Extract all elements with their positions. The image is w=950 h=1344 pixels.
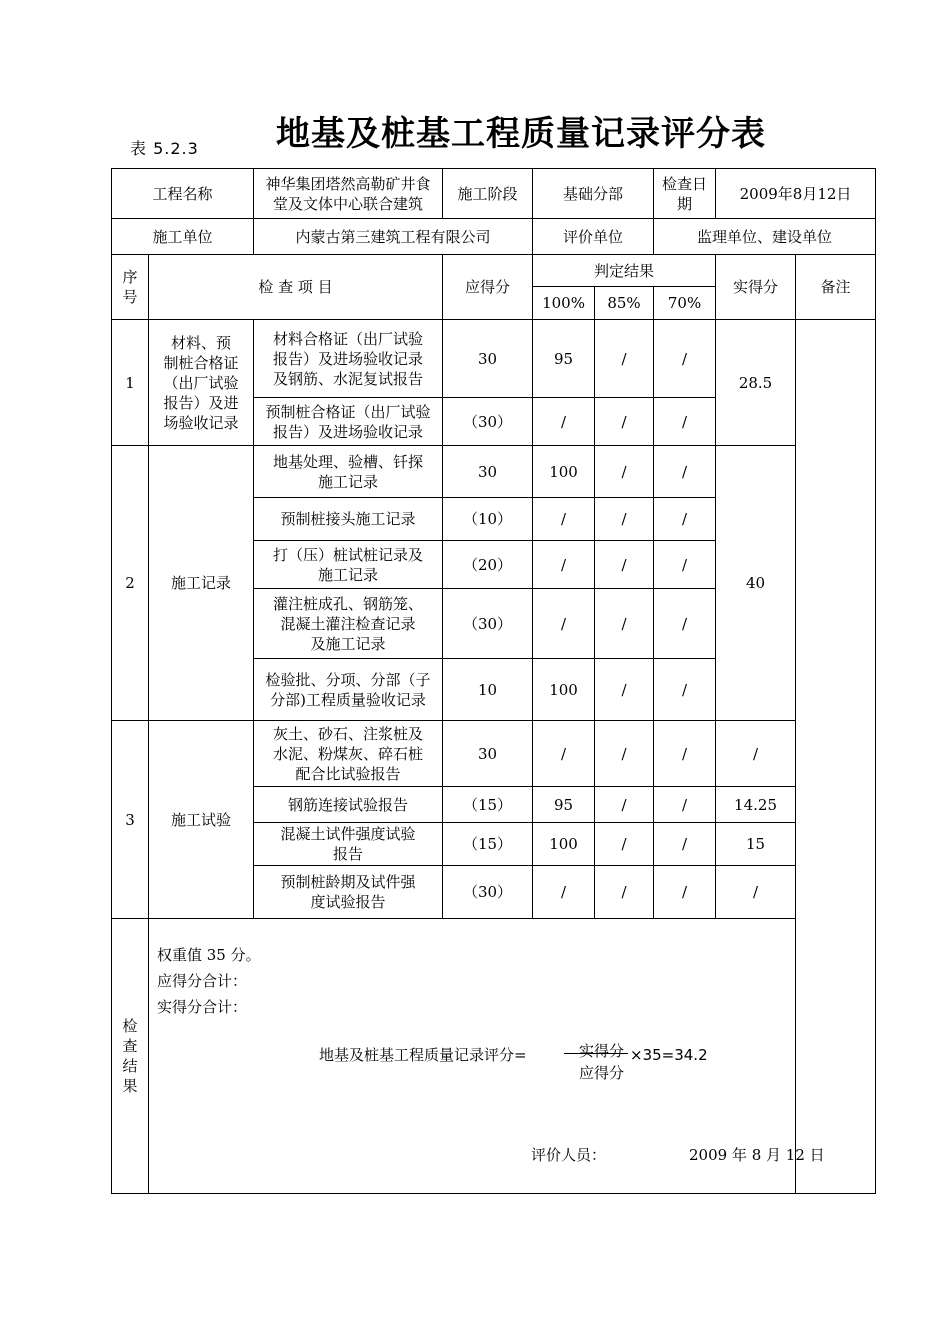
result-label: [112, 919, 149, 1194]
group-name: 施工记录: [149, 446, 254, 721]
builder-label: 施工单位: [112, 219, 254, 255]
actual-score: /: [716, 721, 796, 787]
group-name: 施工试验: [149, 721, 254, 919]
result-content: [149, 919, 876, 1194]
project-name-value: [254, 169, 443, 219]
percent-100-header: 100%: [533, 287, 595, 320]
due-score: （15）: [443, 787, 533, 823]
result-label-char: 检: [122, 1017, 138, 1035]
score-70: /: [654, 823, 716, 866]
score-100: 100: [533, 446, 595, 498]
item-line: 钢筋连接试验报告: [288, 795, 409, 814]
score-85: /: [595, 787, 654, 823]
score-100: /: [533, 541, 595, 589]
item-line: 度试验报告: [310, 893, 386, 911]
formula-label: 地基及桩基工程质量记录评分=: [319, 1046, 527, 1064]
check-date-value: 2009年8月12日: [716, 169, 876, 219]
group-number: 2: [112, 446, 149, 721]
item-name: [254, 398, 443, 446]
item-line: 材料合格证（出厂试验: [273, 329, 424, 348]
table-row: [112, 446, 876, 498]
item-line: 灰土、砂石、注浆桩及: [273, 724, 424, 743]
item-line: 预制桩接头施工记录: [280, 510, 416, 528]
items-header: 检 查 项 目: [149, 255, 443, 320]
group-name-line: 场验收记录: [163, 413, 239, 432]
table-number: 表 5.2.3: [130, 139, 199, 158]
score-table: [111, 168, 876, 1194]
group-name-line: 材料、预: [171, 333, 232, 352]
score-70: /: [654, 659, 716, 721]
item-name: [254, 787, 443, 823]
percent-85-header: 85%: [595, 287, 654, 320]
score-100: /: [533, 498, 595, 541]
evaluator-label: 评价人员：: [531, 1146, 607, 1164]
project-name-line: 堂及文体中心联合建筑: [273, 194, 424, 213]
item-name: [254, 320, 443, 398]
item-name: [254, 823, 443, 866]
seq-header-char: 序: [122, 268, 138, 286]
page-title: 地基及桩基工程质量记录评分表: [276, 114, 766, 154]
due-score: 30: [443, 320, 533, 398]
group-name-line: 报告）及进: [163, 393, 239, 412]
result-row: [112, 919, 876, 1194]
score-70: /: [654, 589, 716, 659]
builder-info-row: [112, 219, 876, 255]
score-85: /: [595, 446, 654, 498]
item-name: [254, 721, 443, 787]
due-score: （10）: [443, 498, 533, 541]
score-100: /: [533, 866, 595, 919]
group-number: 1: [112, 320, 149, 446]
due-score-header: 应得分: [443, 255, 533, 320]
item-line: 地基处理、验槽、钎探: [273, 452, 424, 471]
item-name: [254, 866, 443, 919]
stage-label: 施工阶段: [443, 169, 533, 219]
score-85: /: [595, 320, 654, 398]
item-line: 报告: [333, 845, 364, 863]
percent-70-header: 70%: [654, 287, 716, 320]
item-line: 施工记录: [318, 565, 379, 584]
item-line: 预制桩合格证（出厂试验: [265, 402, 431, 421]
item-line: 及钢筋、水泥复试报告: [273, 369, 424, 388]
score-85: /: [595, 541, 654, 589]
score-100: 95: [533, 320, 595, 398]
table-row: [112, 320, 876, 398]
evaluator-label: 评价单位: [533, 219, 654, 255]
item-line: 预制桩龄期及试件强: [280, 873, 416, 891]
project-name-label: 工程名称: [112, 169, 254, 219]
score-70: /: [654, 787, 716, 823]
score-100: 100: [533, 659, 595, 721]
result-label-char: 果: [122, 1077, 138, 1095]
item-line: 配合比试验报告: [295, 764, 401, 783]
actual-total-text: 实得分合计：: [157, 998, 248, 1016]
fraction-denominator: 应得分: [579, 1064, 625, 1082]
due-score: 30: [443, 721, 533, 787]
formula-tail: ×35=34.2: [630, 1046, 708, 1064]
seq-header: [112, 255, 149, 320]
actual-score-header: 实得分: [716, 255, 796, 320]
actual-score: 15: [716, 823, 796, 866]
actual-score: 40: [716, 446, 796, 721]
actual-score: 28.5: [716, 320, 796, 446]
evaluation-date: 2009 年 8 月 12 日: [689, 1146, 825, 1164]
item-name: [254, 659, 443, 721]
fraction-numerator: 实得分: [579, 1042, 625, 1060]
score-85: /: [595, 498, 654, 541]
item-line: 报告）及进场验收记录: [273, 422, 424, 441]
item-line: 及施工记录: [310, 634, 386, 653]
judgement-header: 判定结果: [533, 255, 716, 287]
table-row: [112, 721, 876, 787]
due-score: 10: [443, 659, 533, 721]
score-70: /: [654, 541, 716, 589]
stage-value: 基础分部: [533, 169, 654, 219]
result-label-char: 结: [122, 1057, 138, 1075]
score-70: /: [654, 498, 716, 541]
score-85: /: [595, 398, 654, 446]
score-100: /: [533, 721, 595, 787]
score-85: /: [595, 721, 654, 787]
due-total-text: 应得分合计：: [157, 972, 248, 990]
group-number: 3: [112, 721, 149, 919]
item-line: 报告）及进场验收记录: [273, 349, 424, 368]
item-line: 施工记录: [318, 472, 379, 491]
score-100: /: [533, 589, 595, 659]
due-score: （20）: [443, 541, 533, 589]
score-70: /: [654, 446, 716, 498]
item-line: 混凝土试件强度试验: [280, 825, 416, 843]
score-70: /: [654, 320, 716, 398]
item-line: 水泥、粉煤灰、碎石桩: [273, 744, 424, 763]
seq-header-char: 号: [122, 288, 138, 306]
evaluator-value: 监理单位、建设单位: [654, 219, 876, 255]
group-name: [149, 320, 254, 446]
due-score: （15）: [443, 823, 533, 866]
column-header-row: [112, 255, 876, 287]
score-85: /: [595, 866, 654, 919]
score-100: 95: [533, 787, 595, 823]
group-name-line: （出厂试验: [163, 373, 239, 392]
due-score: （30）: [443, 589, 533, 659]
due-score: 30: [443, 446, 533, 498]
score-100: 100: [533, 823, 595, 866]
score-85: /: [595, 823, 654, 866]
weight-text: 权重值 35 分。: [157, 946, 261, 964]
due-score: （30）: [443, 398, 533, 446]
remarks-header: 备注: [796, 255, 876, 320]
actual-score: /: [716, 866, 796, 919]
item-name: [254, 541, 443, 589]
item-line: 灌注桩成孔、钢筋笼、: [273, 594, 424, 613]
project-name-line: 神华集团塔然高勒矿井食: [265, 174, 431, 193]
builder-value: 内蒙古第三建筑工程有限公司: [254, 219, 533, 255]
project-info-row: [112, 169, 876, 219]
item-name: [254, 446, 443, 498]
item-name: [254, 498, 443, 541]
item-line: 混凝土灌注检查记录: [280, 614, 416, 633]
check-date-label: 检查日期: [654, 169, 716, 219]
group-name-line: 制桩合格证: [163, 353, 239, 372]
score-85: /: [595, 589, 654, 659]
score-70: /: [654, 866, 716, 919]
score-70: /: [654, 721, 716, 787]
actual-score: 14.25: [716, 787, 796, 823]
due-score: （30）: [443, 866, 533, 919]
item-line: 检验批、分项、分部（子: [265, 670, 431, 689]
item-name: [254, 589, 443, 659]
score-100: /: [533, 398, 595, 446]
score-85: /: [595, 659, 654, 721]
score-70: /: [654, 398, 716, 446]
result-label-char: 查: [122, 1037, 138, 1055]
item-line: 分部)工程质量验收记录: [270, 690, 426, 709]
item-line: 打（压）桩试桩记录及: [273, 545, 424, 564]
